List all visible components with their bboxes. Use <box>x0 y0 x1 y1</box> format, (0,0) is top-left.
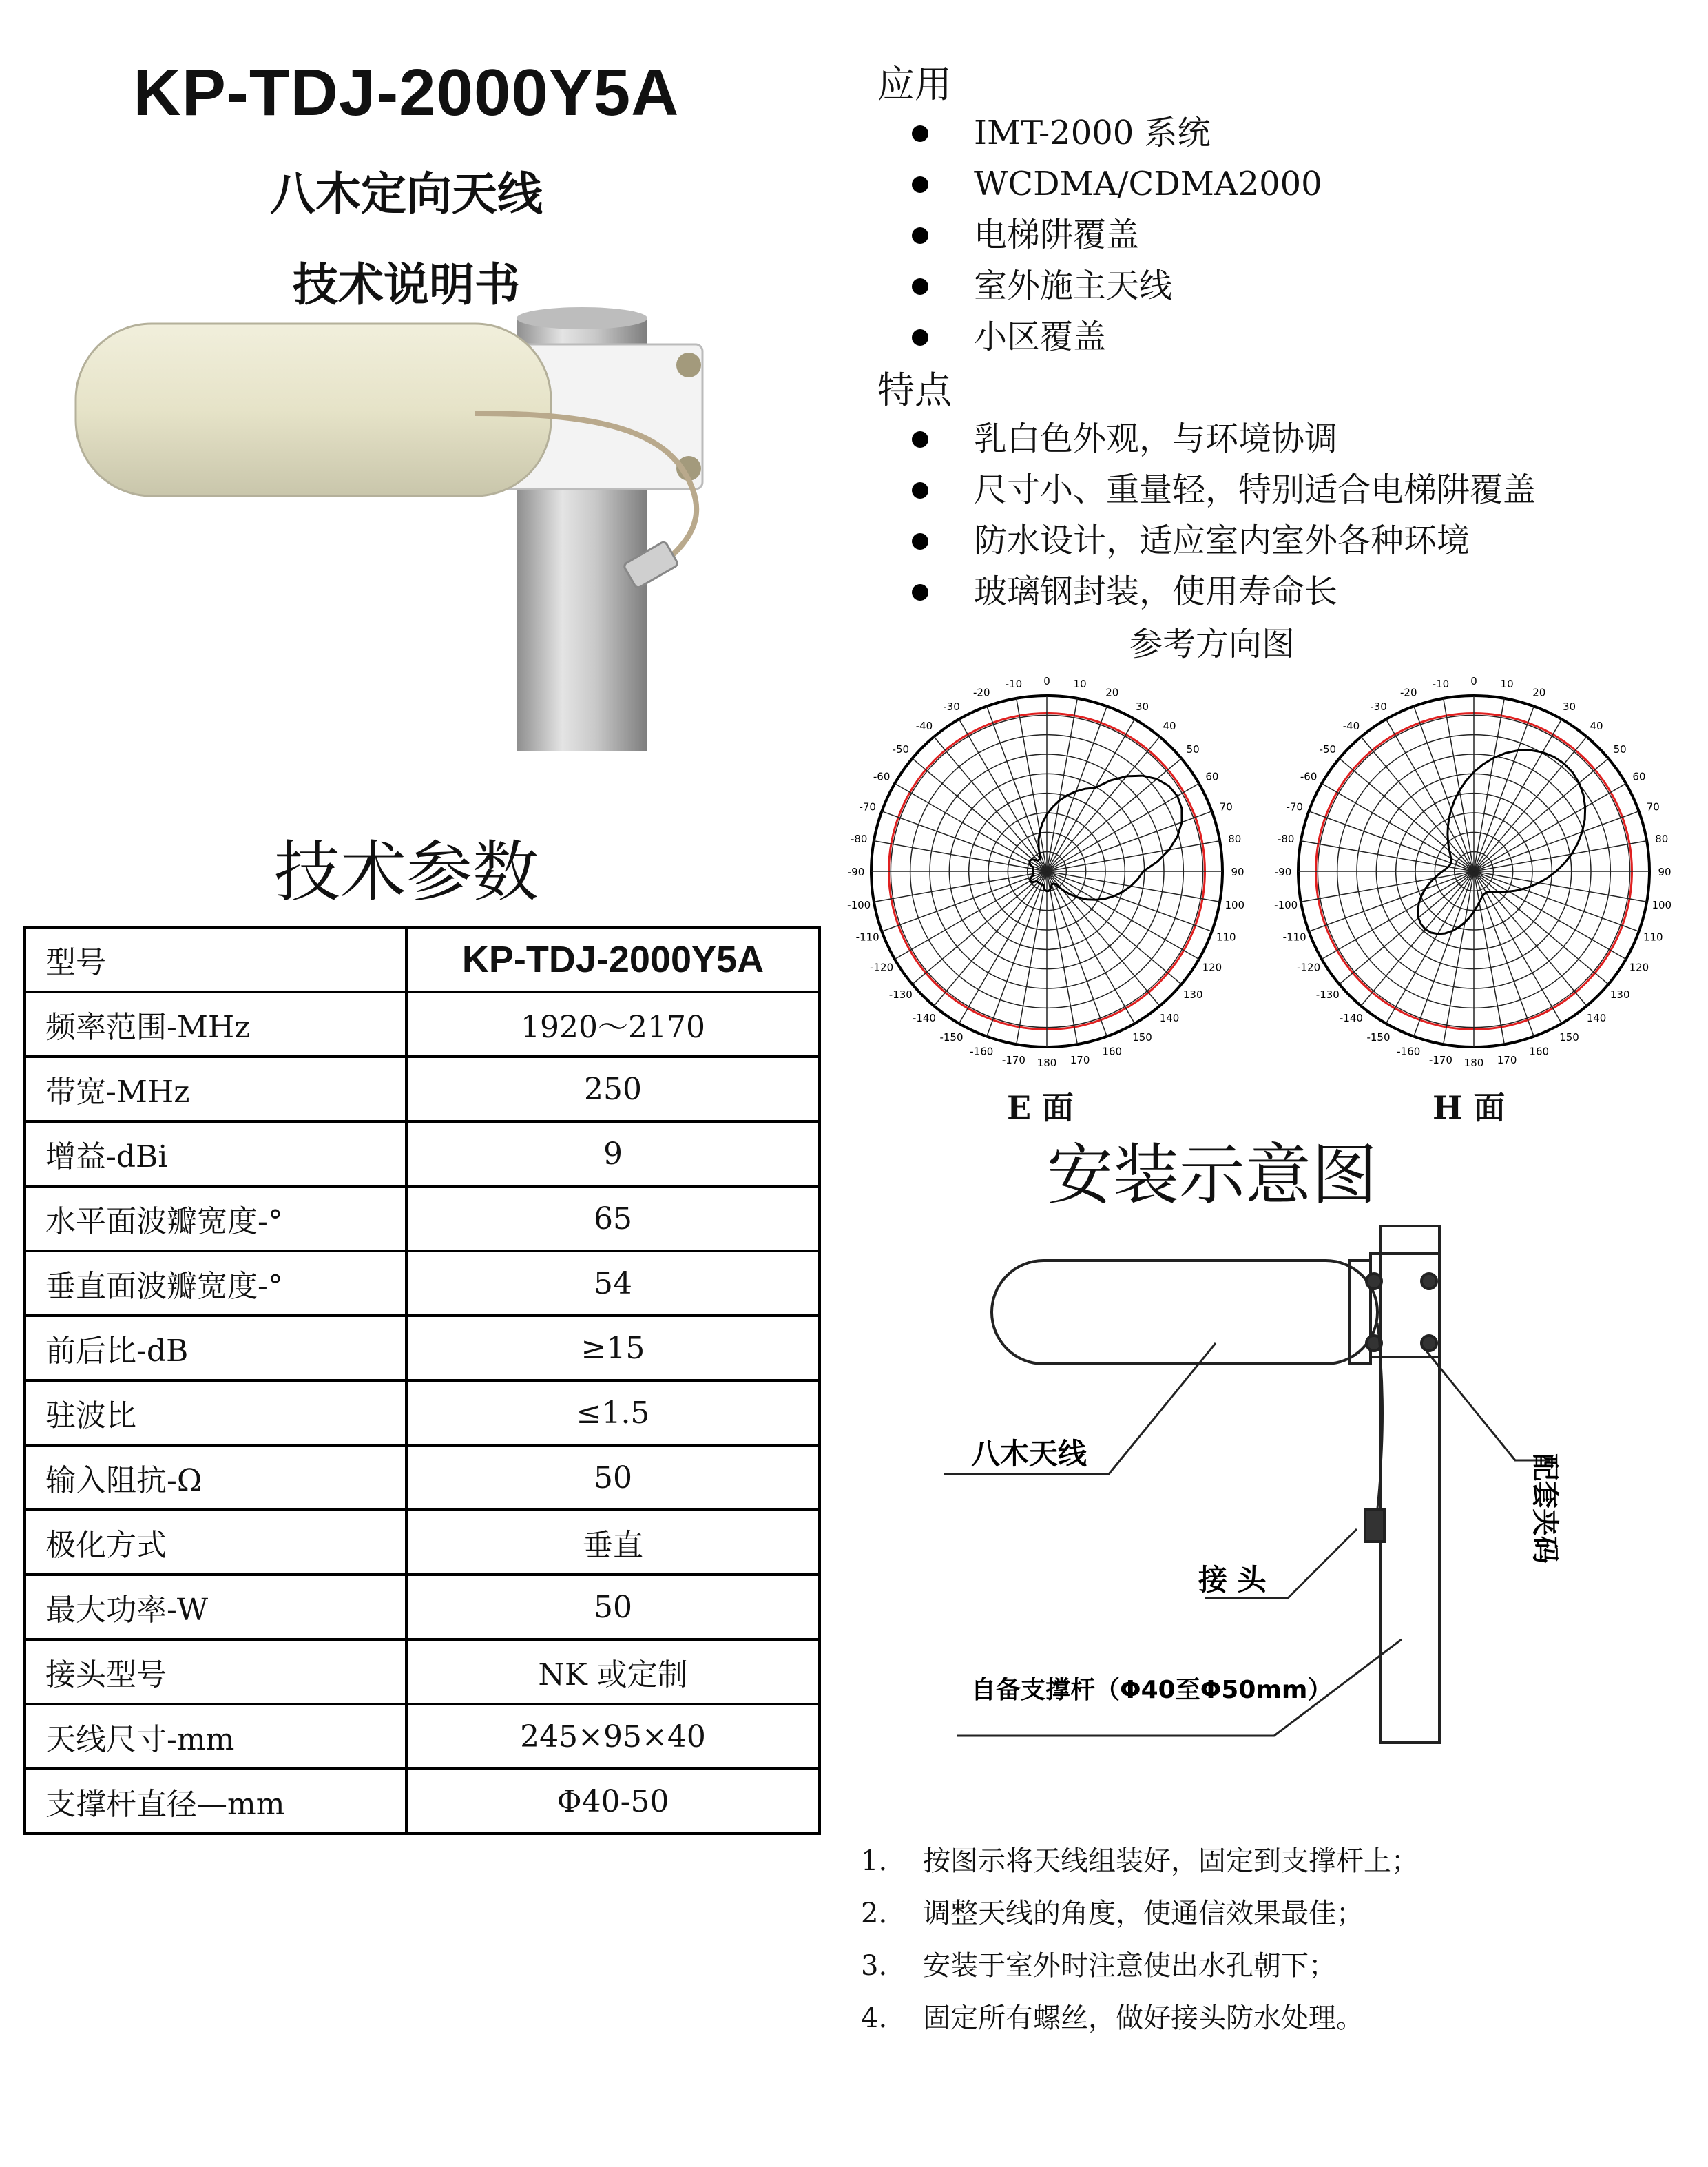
bullet-icon <box>912 533 928 550</box>
spec-value: ≥15 <box>406 1316 820 1380</box>
bullet-icon <box>912 278 928 295</box>
table-row <box>25 1575 820 1639</box>
table-header-key: 型号 <box>25 927 406 992</box>
installation-steps <box>861 1835 1419 2044</box>
list-item <box>877 566 1536 617</box>
spec-value: ≤1.5 <box>406 1380 820 1445</box>
polar-angle-label: -140 <box>1339 1012 1363 1025</box>
polar-angle-label: 120 <box>1202 961 1222 974</box>
polar-angle-label: 150 <box>1559 1030 1579 1044</box>
polar-angle-label: 20 <box>1532 686 1546 699</box>
bullet-icon <box>912 584 928 601</box>
radome <box>76 324 551 496</box>
bullet-icon <box>912 431 928 448</box>
polar-angle-label: -70 <box>859 800 876 813</box>
polar-angle-label: 140 <box>1159 1012 1180 1025</box>
step-number: 4. <box>861 2002 888 2034</box>
patterns-heading: 参考方向图 <box>1129 625 1295 663</box>
polar-angle-label: 120 <box>1629 961 1649 974</box>
polar-angle-label: 140 <box>1586 1012 1607 1025</box>
polar-angle-label: -50 <box>1319 743 1337 756</box>
spec-value: 50 <box>406 1575 820 1639</box>
applications-list <box>877 107 1322 362</box>
table-row <box>25 1704 820 1769</box>
step-text: 安装于室外时注意使出水孔朝下； <box>923 1950 1336 1982</box>
polar-angle-label: 180 <box>1464 1057 1484 1069</box>
polar-angle-label: -150 <box>939 1030 964 1044</box>
polar-angle-label: -90 <box>847 866 865 878</box>
product-model-title: KP-TDJ-2000Y5A <box>133 56 680 129</box>
spec-value: Φ40-50 <box>406 1769 820 1834</box>
polar-angle-label: 30 <box>1135 701 1149 714</box>
polar-angle-label: 170 <box>1497 1053 1517 1066</box>
polar-angle-label: -120 <box>870 961 894 974</box>
spec-key: 水平面波瓣宽度-° <box>25 1186 406 1251</box>
list-item-text: 乳白色外观，与环境协调 <box>974 419 1338 458</box>
polar-angle-label: 70 <box>1646 800 1660 813</box>
polar-angle-label: -80 <box>850 832 868 845</box>
table-row <box>25 1316 820 1380</box>
list-item <box>877 107 1322 158</box>
spec-key: 接头型号 <box>25 1639 406 1704</box>
bullet-icon <box>912 227 928 244</box>
spec-table <box>23 926 821 1835</box>
table-header-value: KP-TDJ-2000Y5A <box>406 927 820 992</box>
polar-angle-label: 100 <box>1225 899 1245 912</box>
polar-angle-label: -60 <box>873 770 891 783</box>
polar-angle-label: 160 <box>1529 1045 1550 1058</box>
polar-angle-label: -20 <box>973 686 990 699</box>
list-item <box>877 311 1322 362</box>
spec-value: 65 <box>406 1186 820 1251</box>
label-pole: 自备支撑杆（Φ40至Φ50mm） <box>971 1676 1333 1704</box>
table-row <box>25 1510 820 1575</box>
polar-angle-label: -50 <box>892 743 910 756</box>
diagram-pole <box>1380 1226 1439 1743</box>
polar-angle-label: 10 <box>1073 678 1087 691</box>
polar-angle-label: 60 <box>1632 770 1646 783</box>
polar-angle-label: -150 <box>1366 1030 1391 1044</box>
polar-angle-label: -30 <box>1370 701 1387 714</box>
table-row <box>25 992 820 1057</box>
table-row <box>25 1380 820 1445</box>
polar-angle-label: -40 <box>915 719 933 732</box>
polar-angle-label: 110 <box>1643 931 1663 944</box>
spec-value: 1920～2170 <box>406 992 820 1057</box>
applications-heading: 应用 <box>877 63 952 106</box>
diagram-connector <box>1365 1510 1384 1542</box>
spec-key: 天线尺寸-mm <box>25 1704 406 1769</box>
polar-angle-label: 20 <box>1105 686 1119 699</box>
polar-angle-label: 150 <box>1132 1030 1152 1044</box>
list-item-text: WCDMA/CDMA2000 <box>974 165 1322 203</box>
step-number: 2. <box>861 1898 888 1929</box>
list-item-text: 小区覆盖 <box>974 318 1107 356</box>
spec-value: 50 <box>406 1445 820 1510</box>
bullet-icon <box>912 482 928 499</box>
list-item-text: IMT-2000 系统 <box>974 114 1211 152</box>
polar-angle-label: 180 <box>1037 1057 1057 1069</box>
table-row <box>25 1251 820 1316</box>
e-plane-pattern <box>847 675 1244 1069</box>
diagram-antenna <box>992 1261 1377 1364</box>
polar-angle-label: -110 <box>1282 931 1306 944</box>
spec-value: 9 <box>406 1121 820 1186</box>
polar-angle-label: 100 <box>1652 899 1672 912</box>
e-plane-label: E 面 <box>1007 1089 1074 1126</box>
polar-angle-label: -70 <box>1286 800 1303 813</box>
polar-angle-label: 50 <box>1186 743 1200 756</box>
polar-angle-label: 110 <box>1216 931 1236 944</box>
polar-angle-label: -170 <box>1428 1053 1452 1066</box>
step-text: 按图示将天线组装好，固定到支撑杆上； <box>923 1845 1419 1877</box>
installation-heading: 安装示意图 <box>1047 1137 1377 1214</box>
polar-angle-label: -60 <box>1300 770 1318 783</box>
list-item-text: 玻璃钢封装，使用寿命长 <box>974 572 1338 611</box>
polar-angle-label: 90 <box>1658 866 1671 878</box>
bullet-icon <box>912 329 928 346</box>
polar-angle-label: 0 <box>1043 675 1050 687</box>
table-row <box>25 1121 820 1186</box>
polar-angle-label: 10 <box>1500 678 1514 691</box>
step-number: 3. <box>861 1950 888 1982</box>
label-clamp: 配套夹码 <box>1529 1453 1561 1564</box>
polar-angle-label: -110 <box>855 931 879 944</box>
spec-key: 频率范围-MHz <box>25 992 406 1057</box>
polar-angle-label: -100 <box>847 899 871 912</box>
product-photo <box>62 303 771 751</box>
step-item <box>861 1887 1419 1940</box>
polar-angle-label: 160 <box>1102 1045 1123 1058</box>
spec-key: 垂直面波瓣宽度-° <box>25 1251 406 1316</box>
polar-angle-label: -80 <box>1277 832 1295 845</box>
polar-angle-label: 40 <box>1590 719 1603 732</box>
step-number: 1. <box>861 1845 888 1877</box>
list-item-text: 室外施主天线 <box>974 267 1173 305</box>
table-header-row <box>25 927 820 992</box>
polar-angle-label: -20 <box>1400 686 1417 699</box>
bullet-icon <box>912 176 928 193</box>
step-text: 固定所有螺丝，做好接头防水处理。 <box>923 2002 1364 2034</box>
list-item <box>877 260 1322 311</box>
polar-angle-label: 80 <box>1655 832 1669 845</box>
polar-angle-label: 70 <box>1219 800 1233 813</box>
list-item <box>877 515 1536 566</box>
polar-angle-label: 40 <box>1163 719 1176 732</box>
polar-angle-label: -100 <box>1274 899 1298 912</box>
polar-angle-label: 90 <box>1231 866 1244 878</box>
h-plane-pattern <box>1274 675 1671 1069</box>
table-row <box>25 1445 820 1510</box>
spec-value: 250 <box>406 1057 820 1121</box>
spec-key: 带宽-MHz <box>25 1057 406 1121</box>
polar-angle-label: -10 <box>1005 678 1023 691</box>
spec-heading: 技术参数 <box>274 833 539 911</box>
features-heading: 特点 <box>877 369 952 412</box>
installation-diagram <box>944 1212 1639 1756</box>
bullet-icon <box>912 125 928 142</box>
spec-key: 前后比-dB <box>25 1316 406 1380</box>
list-item <box>877 158 1322 209</box>
polar-angle-label: -10 <box>1432 678 1450 691</box>
list-item-text: 电梯阱覆盖 <box>974 216 1140 254</box>
polar-angle-label: -130 <box>888 988 913 1002</box>
polar-angle-label: -160 <box>1397 1045 1421 1058</box>
polar-angle-label: -30 <box>943 701 960 714</box>
spec-key: 输入阻抗-Ω <box>25 1445 406 1510</box>
polar-angle-label: 0 <box>1470 675 1477 687</box>
manual-subtitle: 技术说明书 <box>293 258 520 311</box>
polar-angle-label: 130 <box>1183 988 1203 1002</box>
spec-key: 驻波比 <box>25 1380 406 1445</box>
table-row <box>25 1639 820 1704</box>
polar-angle-label: 130 <box>1610 988 1630 1002</box>
spec-value: 54 <box>406 1251 820 1316</box>
product-type-subtitle: 八木定向天线 <box>270 167 543 220</box>
step-item <box>861 1940 1419 1992</box>
table-row <box>25 1186 820 1251</box>
spec-value: NK 或定制 <box>406 1639 820 1704</box>
step-item <box>861 1835 1419 1887</box>
list-item <box>877 464 1536 515</box>
spec-value: 245×95×40 <box>406 1704 820 1769</box>
table-row <box>25 1769 820 1834</box>
step-item <box>861 1992 1419 2044</box>
spec-key: 增益-dBi <box>25 1121 406 1186</box>
spec-value: 垂直 <box>406 1510 820 1575</box>
list-item <box>877 413 1536 464</box>
polar-angle-label: -140 <box>912 1012 936 1025</box>
polar-angle-label: -40 <box>1342 719 1360 732</box>
label-connector: 接 头 <box>1198 1563 1267 1597</box>
list-item-text: 防水设计，适应室内室外各种环境 <box>974 521 1470 560</box>
table-row <box>25 1057 820 1121</box>
spec-key: 极化方式 <box>25 1510 406 1575</box>
polar-angle-label: -130 <box>1315 988 1340 1002</box>
spec-key: 最大功率-W <box>25 1575 406 1639</box>
polar-angle-label: 50 <box>1613 743 1627 756</box>
polar-angle-label: 60 <box>1205 770 1219 783</box>
polar-angle-label: 170 <box>1070 1053 1090 1066</box>
polar-angle-label: 30 <box>1562 701 1576 714</box>
radiation-patterns <box>840 672 1687 1071</box>
polar-angle-label: -90 <box>1274 866 1292 878</box>
label-antenna: 八木天线 <box>971 1437 1087 1471</box>
step-text: 调整天线的角度，使通信效果最佳； <box>923 1898 1364 1929</box>
polar-angle-label: -160 <box>970 1045 994 1058</box>
features-list <box>877 413 1536 617</box>
spec-key: 支撑杆直径—mm <box>25 1769 406 1834</box>
polar-angle-label: -170 <box>1001 1053 1025 1066</box>
list-item <box>877 209 1322 260</box>
polar-angle-label: -120 <box>1297 961 1321 974</box>
polar-angle-label: 80 <box>1228 832 1242 845</box>
h-plane-label: H 面 <box>1433 1089 1506 1126</box>
list-item-text: 尺寸小、重量轻，特别适合电梯阱覆盖 <box>974 470 1537 509</box>
